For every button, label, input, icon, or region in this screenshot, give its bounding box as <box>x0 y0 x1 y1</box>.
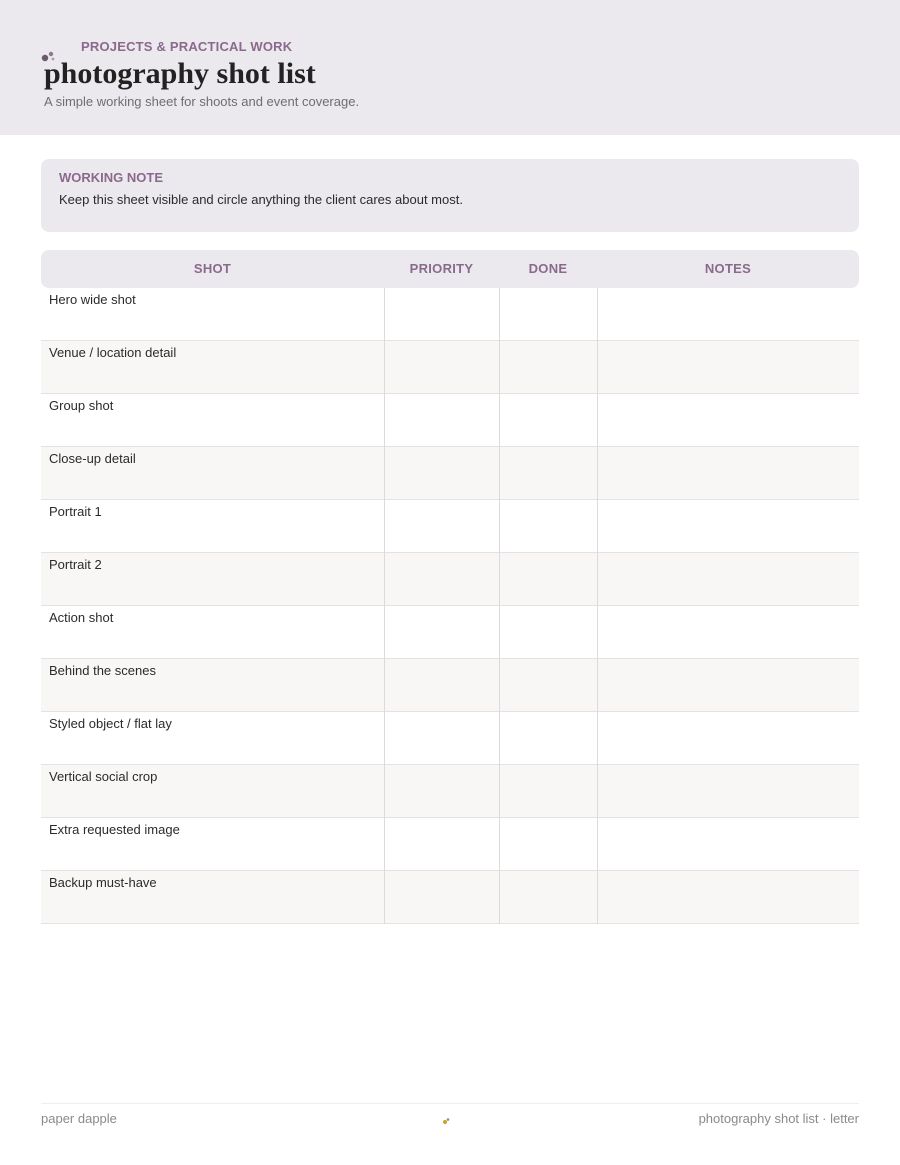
table-row <box>41 871 859 924</box>
priority-cell[interactable] <box>384 818 499 871</box>
done-cell[interactable] <box>499 606 597 659</box>
table-row <box>41 606 859 659</box>
table-row <box>41 553 859 606</box>
notes-cell[interactable] <box>597 500 859 553</box>
done-cell[interactable] <box>499 659 597 712</box>
table-header <box>41 250 859 288</box>
shot-name: Hero wide shot <box>49 292 136 307</box>
table-row <box>41 712 859 765</box>
table-row <box>41 288 859 341</box>
shot-name: Close-up detail <box>49 451 136 466</box>
table-row <box>41 659 859 712</box>
priority-cell[interactable] <box>384 394 499 447</box>
notes-cell[interactable] <box>597 818 859 871</box>
shot-name: Venue / location detail <box>49 345 177 360</box>
shot-name: Extra requested image <box>49 822 180 837</box>
done-cell[interactable] <box>499 765 597 818</box>
shot-name: Action shot <box>49 610 114 625</box>
shot-cell <box>41 500 384 553</box>
notes-cell[interactable] <box>597 712 859 765</box>
shot-cell <box>41 341 384 394</box>
column-header-notes: NOTES <box>704 261 752 276</box>
done-cell[interactable] <box>499 394 597 447</box>
page-title: photography shot list <box>44 57 316 90</box>
table-row <box>41 394 859 447</box>
page-header <box>0 0 900 135</box>
page-subtitle: A simple working sheet for shoots and event coverage. <box>44 94 360 109</box>
priority-cell[interactable] <box>384 447 499 500</box>
priority-cell[interactable] <box>384 341 499 394</box>
working-note <box>41 159 859 232</box>
footer-brand: paper dapple <box>41 1111 117 1126</box>
table-row <box>41 447 859 500</box>
notes-cell[interactable] <box>597 447 859 500</box>
shot-cell <box>41 765 384 818</box>
table-row <box>41 765 859 818</box>
shot-table-body <box>41 288 859 924</box>
done-cell[interactable] <box>499 712 597 765</box>
priority-cell[interactable] <box>384 712 499 765</box>
notes-cell[interactable] <box>597 871 859 924</box>
shot-cell <box>41 394 384 447</box>
priority-cell[interactable] <box>384 871 499 924</box>
shot-cell <box>41 288 384 341</box>
priority-cell[interactable] <box>384 606 499 659</box>
priority-cell[interactable] <box>384 659 499 712</box>
done-cell[interactable] <box>499 341 597 394</box>
working-note-text: Keep this sheet visible and circle anything the client cares about most. <box>59 192 463 207</box>
shot-name: Vertical social crop <box>49 769 158 784</box>
shot-cell <box>41 818 384 871</box>
shot-name: Group shot <box>49 398 114 413</box>
shot-cell <box>41 553 384 606</box>
shot-name: Styled object / flat lay <box>49 716 172 731</box>
shot-name: Portrait 1 <box>49 504 102 519</box>
notes-cell[interactable] <box>597 606 859 659</box>
priority-cell[interactable] <box>384 553 499 606</box>
table-row <box>41 818 859 871</box>
priority-cell[interactable] <box>384 288 499 341</box>
notes-cell[interactable] <box>597 659 859 712</box>
shot-cell <box>41 659 384 712</box>
shot-cell <box>41 712 384 765</box>
shot-cell <box>41 447 384 500</box>
notes-cell[interactable] <box>597 394 859 447</box>
column-header-done: DONE <box>528 261 568 276</box>
dapple-mark-icon <box>441 1116 451 1126</box>
footer-document-label: photography shot list · letter <box>698 1111 859 1126</box>
category-label: PROJECTS & PRACTICAL WORK <box>81 39 293 54</box>
shot-name: Backup must-have <box>49 875 157 890</box>
done-cell[interactable] <box>499 553 597 606</box>
column-header-shot: SHOT <box>193 261 232 276</box>
notes-cell[interactable] <box>597 553 859 606</box>
done-cell[interactable] <box>499 447 597 500</box>
notes-cell[interactable] <box>597 765 859 818</box>
shot-cell <box>41 871 384 924</box>
table-row <box>41 500 859 553</box>
done-cell[interactable] <box>499 288 597 341</box>
done-cell[interactable] <box>499 871 597 924</box>
footer-divider <box>41 1103 859 1104</box>
table-row <box>41 341 859 394</box>
shot-name: Behind the scenes <box>49 663 156 678</box>
done-cell[interactable] <box>499 500 597 553</box>
done-cell[interactable] <box>499 818 597 871</box>
notes-cell[interactable] <box>597 341 859 394</box>
priority-cell[interactable] <box>384 500 499 553</box>
notes-cell[interactable] <box>597 288 859 341</box>
shot-name: Portrait 2 <box>49 557 102 572</box>
working-note-label: WORKING NOTE <box>59 170 163 185</box>
priority-cell[interactable] <box>384 765 499 818</box>
shot-cell <box>41 606 384 659</box>
column-header-priority: PRIORITY <box>409 261 474 276</box>
